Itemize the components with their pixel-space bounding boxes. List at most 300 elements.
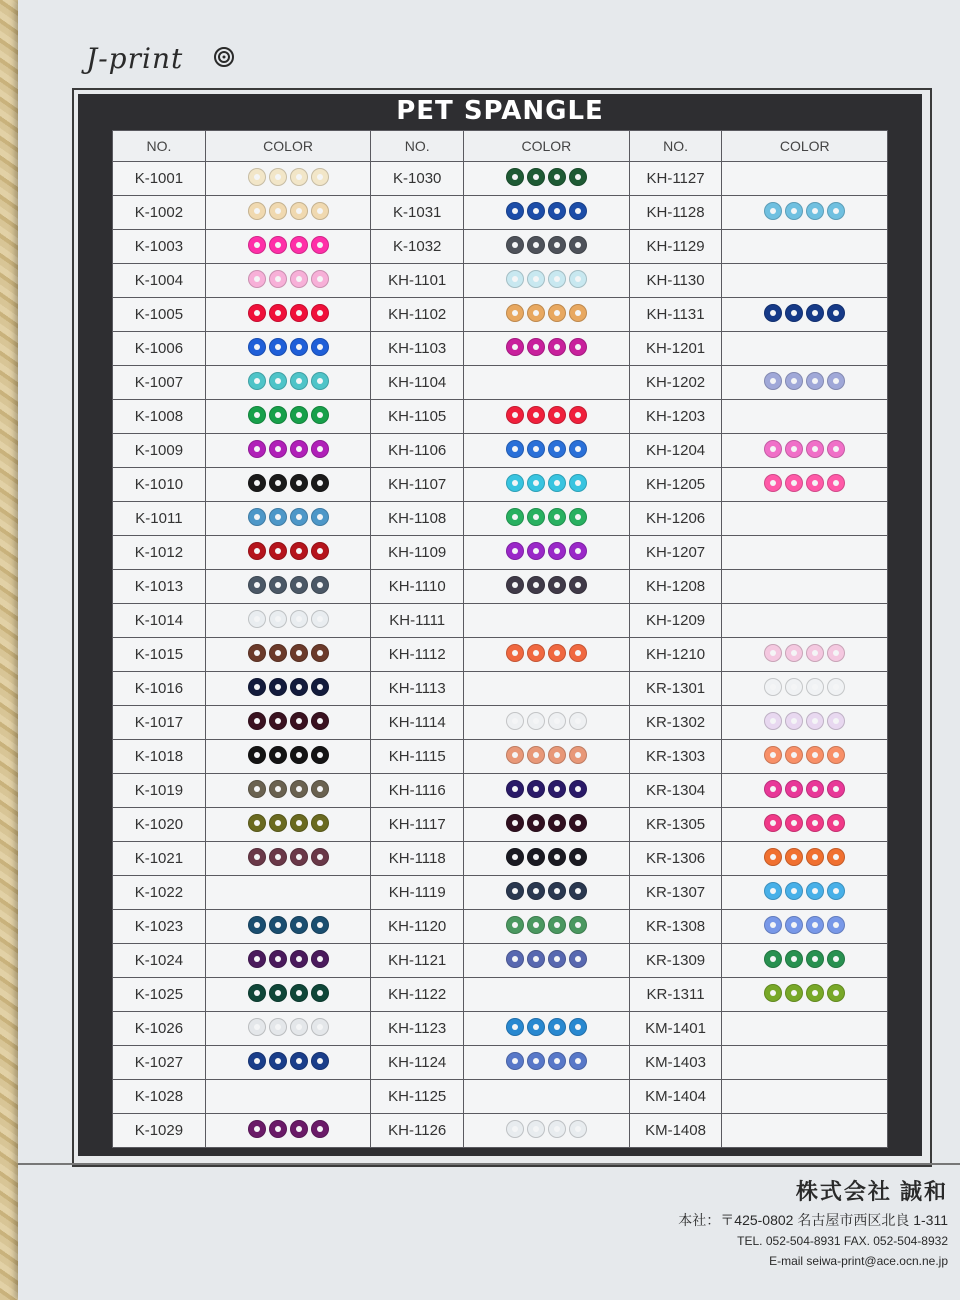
spangle-sample bbox=[506, 746, 587, 764]
sequin-icon bbox=[311, 610, 329, 628]
item-number: KH-1201 bbox=[629, 332, 722, 366]
sequin-icon bbox=[290, 814, 308, 832]
page-title: PET SPANGLE bbox=[396, 96, 604, 126]
spangle-sample bbox=[506, 712, 587, 730]
sequin-icon bbox=[290, 474, 308, 492]
sequin-icon bbox=[269, 1120, 287, 1138]
color-swatch-cell bbox=[464, 264, 629, 298]
item-number: KH-1111 bbox=[371, 604, 464, 638]
item-number: K-1032 bbox=[371, 230, 464, 264]
sequin-icon bbox=[311, 678, 329, 696]
sequin-icon bbox=[248, 780, 266, 798]
sequin-icon bbox=[764, 848, 782, 866]
sequin-icon bbox=[506, 1120, 524, 1138]
color-swatch-cell bbox=[464, 740, 629, 774]
spangle-sample bbox=[506, 508, 587, 526]
sequin-icon bbox=[527, 576, 545, 594]
sequin-icon bbox=[569, 202, 587, 220]
sequin-icon bbox=[527, 542, 545, 560]
spangle-sample bbox=[248, 440, 329, 458]
color-swatch-cell bbox=[464, 1114, 629, 1148]
sequin-icon bbox=[269, 780, 287, 798]
sequin-icon bbox=[290, 1120, 308, 1138]
color-swatch-cell bbox=[205, 298, 370, 332]
sequin-icon bbox=[506, 780, 524, 798]
sequin-icon bbox=[527, 508, 545, 526]
item-number: K-1003 bbox=[113, 230, 206, 264]
sequin-icon bbox=[269, 440, 287, 458]
item-number: KH-1115 bbox=[371, 740, 464, 774]
sequin-icon bbox=[311, 508, 329, 526]
item-number: K-1013 bbox=[113, 570, 206, 604]
item-number: KH-1114 bbox=[371, 706, 464, 740]
table-row bbox=[113, 298, 888, 332]
spangle-sample bbox=[248, 474, 329, 492]
sequin-icon bbox=[311, 712, 329, 730]
table-row bbox=[113, 774, 888, 808]
sequin-icon bbox=[506, 916, 524, 934]
color-swatch-cell bbox=[722, 230, 888, 264]
sequin-icon bbox=[506, 270, 524, 288]
table-row bbox=[113, 740, 888, 774]
table-row bbox=[113, 264, 888, 298]
item-number: KH-1101 bbox=[371, 264, 464, 298]
spangle-sample bbox=[506, 1018, 587, 1036]
company-address: 本社：〒425-0802 名古屋市西区北良 1-311 bbox=[678, 1212, 948, 1228]
sequin-icon bbox=[269, 814, 287, 832]
sequin-icon bbox=[506, 644, 524, 662]
sequin-icon bbox=[785, 372, 803, 390]
sequin-icon bbox=[311, 304, 329, 322]
color-swatch-cell bbox=[205, 910, 370, 944]
sequin-icon bbox=[764, 916, 782, 934]
sequin-icon bbox=[269, 678, 287, 696]
spangle-sample bbox=[506, 1052, 587, 1070]
color-swatch-cell bbox=[722, 876, 888, 910]
spangle-sample bbox=[764, 780, 845, 798]
color-swatch-cell bbox=[464, 366, 629, 400]
sequin-icon bbox=[248, 712, 266, 730]
item-number: KH-1106 bbox=[371, 434, 464, 468]
sequin-icon bbox=[569, 1018, 587, 1036]
color-swatch-cell bbox=[205, 774, 370, 808]
sequin-icon bbox=[527, 338, 545, 356]
sequin-icon bbox=[290, 576, 308, 594]
sequin-icon bbox=[827, 814, 845, 832]
sequin-icon bbox=[269, 372, 287, 390]
sequin-icon bbox=[248, 1052, 266, 1070]
sequin-icon bbox=[569, 474, 587, 492]
sequin-icon bbox=[290, 338, 308, 356]
color-swatch-cell bbox=[464, 434, 629, 468]
color-swatch-cell bbox=[464, 910, 629, 944]
table-row bbox=[113, 400, 888, 434]
sequin-icon bbox=[527, 644, 545, 662]
sequin-icon bbox=[248, 576, 266, 594]
color-swatch-cell bbox=[722, 774, 888, 808]
sequin-icon bbox=[827, 916, 845, 934]
item-number: KH-1209 bbox=[629, 604, 722, 638]
sequin-icon bbox=[548, 440, 566, 458]
sequin-icon bbox=[269, 644, 287, 662]
color-swatch-cell bbox=[464, 774, 629, 808]
sequin-icon bbox=[311, 746, 329, 764]
sequin-icon bbox=[827, 882, 845, 900]
sequin-icon bbox=[827, 678, 845, 696]
color-swatch-cell bbox=[464, 706, 629, 740]
sequin-icon bbox=[569, 406, 587, 424]
item-number: K-1028 bbox=[113, 1080, 206, 1114]
sequin-icon bbox=[269, 508, 287, 526]
sequin-icon bbox=[311, 1120, 329, 1138]
item-number: KH-1203 bbox=[629, 400, 722, 434]
sequin-icon bbox=[764, 814, 782, 832]
table-row bbox=[113, 230, 888, 264]
spangle-sample bbox=[506, 1120, 587, 1138]
color-swatch-cell bbox=[205, 230, 370, 264]
sequin-icon bbox=[269, 712, 287, 730]
sequin-icon bbox=[827, 950, 845, 968]
color-swatch-cell bbox=[464, 196, 629, 230]
item-number: K-1031 bbox=[371, 196, 464, 230]
company-phone: TEL. 052-504-8931 FAX. 052-504-8932 bbox=[737, 1234, 948, 1248]
item-number: KM-1404 bbox=[629, 1080, 722, 1114]
sequin-icon bbox=[269, 746, 287, 764]
spangle-sample bbox=[248, 168, 329, 186]
sequin-icon bbox=[506, 542, 524, 560]
spangle-sample bbox=[248, 814, 329, 832]
item-number: KH-1207 bbox=[629, 536, 722, 570]
sequin-icon bbox=[290, 202, 308, 220]
sequin-icon bbox=[290, 916, 308, 934]
sequin-icon bbox=[248, 508, 266, 526]
sequin-icon bbox=[311, 542, 329, 560]
item-number: KH-1113 bbox=[371, 672, 464, 706]
sequin-icon bbox=[569, 644, 587, 662]
sample-card bbox=[18, 0, 960, 1300]
sequin-icon bbox=[269, 168, 287, 186]
sequin-icon bbox=[311, 202, 329, 220]
item-number: KH-1123 bbox=[371, 1012, 464, 1046]
item-number: KH-1124 bbox=[371, 1046, 464, 1080]
sequin-icon bbox=[764, 474, 782, 492]
sequin-icon bbox=[806, 678, 824, 696]
item-number: KH-1127 bbox=[629, 162, 722, 196]
sequin-icon bbox=[764, 372, 782, 390]
sequin-icon bbox=[290, 678, 308, 696]
sequin-icon bbox=[806, 916, 824, 934]
color-swatch-cell bbox=[722, 1114, 888, 1148]
table-row bbox=[113, 978, 888, 1012]
item-number: KH-1112 bbox=[371, 638, 464, 672]
color-swatch-cell bbox=[722, 298, 888, 332]
sequin-icon bbox=[248, 644, 266, 662]
item-number: K-1010 bbox=[113, 468, 206, 502]
sequin-icon bbox=[269, 202, 287, 220]
item-number: KH-1122 bbox=[371, 978, 464, 1012]
sequin-icon bbox=[269, 270, 287, 288]
color-swatch-cell bbox=[722, 536, 888, 570]
sequin-icon bbox=[506, 746, 524, 764]
item-number: KH-1206 bbox=[629, 502, 722, 536]
sequin-icon bbox=[527, 882, 545, 900]
sequin-icon bbox=[527, 814, 545, 832]
color-swatch-cell bbox=[722, 468, 888, 502]
sequin-icon bbox=[311, 474, 329, 492]
table-row bbox=[113, 434, 888, 468]
item-number: KR-1309 bbox=[629, 944, 722, 978]
sequin-icon bbox=[506, 440, 524, 458]
sequin-icon bbox=[506, 304, 524, 322]
spangle-sample bbox=[764, 746, 845, 764]
sequin-icon bbox=[806, 440, 824, 458]
item-number: K-1004 bbox=[113, 264, 206, 298]
color-swatch-cell bbox=[464, 332, 629, 366]
sequin-icon bbox=[311, 848, 329, 866]
sequin-icon bbox=[527, 406, 545, 424]
sequin-icon bbox=[827, 440, 845, 458]
item-number: K-1017 bbox=[113, 706, 206, 740]
sequin-icon bbox=[506, 950, 524, 968]
item-number: KH-1104 bbox=[371, 366, 464, 400]
sequin-icon bbox=[806, 848, 824, 866]
color-swatch-cell bbox=[722, 910, 888, 944]
sequin-icon bbox=[290, 304, 308, 322]
color-swatch-cell bbox=[722, 400, 888, 434]
sequin-icon bbox=[806, 746, 824, 764]
sequin-icon bbox=[269, 610, 287, 628]
sequin-icon bbox=[548, 848, 566, 866]
color-swatch-cell bbox=[464, 162, 629, 196]
sequin-icon bbox=[548, 270, 566, 288]
sequin-icon bbox=[806, 950, 824, 968]
sequin-icon bbox=[764, 644, 782, 662]
sequin-icon bbox=[569, 1120, 587, 1138]
item-number: KH-1125 bbox=[371, 1080, 464, 1114]
color-swatch-cell bbox=[722, 1046, 888, 1080]
spangle-sample bbox=[248, 780, 329, 798]
sequin-icon bbox=[827, 372, 845, 390]
sequin-icon bbox=[506, 712, 524, 730]
sequin-icon bbox=[569, 542, 587, 560]
sequin-icon bbox=[248, 406, 266, 424]
sequin-icon bbox=[506, 576, 524, 594]
table-row bbox=[113, 638, 888, 672]
color-swatch-cell bbox=[205, 264, 370, 298]
sequin-icon bbox=[569, 1052, 587, 1070]
sequin-icon bbox=[548, 814, 566, 832]
item-number: KR-1302 bbox=[629, 706, 722, 740]
spangle-sample bbox=[506, 168, 587, 186]
sequin-icon bbox=[269, 542, 287, 560]
item-number: KH-1118 bbox=[371, 842, 464, 876]
sequin-icon bbox=[827, 746, 845, 764]
spangle-sample bbox=[248, 916, 329, 934]
sequin-icon bbox=[527, 916, 545, 934]
item-number: KH-1202 bbox=[629, 366, 722, 400]
item-number: KH-1110 bbox=[371, 570, 464, 604]
sequin-icon bbox=[311, 338, 329, 356]
item-number: KH-1108 bbox=[371, 502, 464, 536]
sequin-icon bbox=[290, 236, 308, 254]
color-swatch-cell bbox=[205, 876, 370, 910]
item-number: KR-1305 bbox=[629, 808, 722, 842]
color-swatch-cell bbox=[722, 434, 888, 468]
sequin-icon bbox=[248, 678, 266, 696]
item-number: KH-1204 bbox=[629, 434, 722, 468]
table-row bbox=[113, 1114, 888, 1148]
header-no: NO. bbox=[113, 131, 206, 162]
item-number: K-1019 bbox=[113, 774, 206, 808]
sequin-icon bbox=[548, 236, 566, 254]
sequin-icon bbox=[827, 202, 845, 220]
color-swatch-cell bbox=[722, 978, 888, 1012]
color-swatch-cell bbox=[205, 332, 370, 366]
sequin-icon bbox=[785, 950, 803, 968]
table-row bbox=[113, 570, 888, 604]
item-number: K-1030 bbox=[371, 162, 464, 196]
sequin-icon bbox=[806, 202, 824, 220]
sequin-icon bbox=[527, 236, 545, 254]
sequin-icon bbox=[548, 474, 566, 492]
spangle-sample bbox=[248, 202, 329, 220]
sequin-icon bbox=[527, 440, 545, 458]
color-swatch-cell bbox=[464, 978, 629, 1012]
color-swatch-cell bbox=[464, 536, 629, 570]
company-footer bbox=[678, 1175, 948, 1268]
sequin-icon bbox=[785, 202, 803, 220]
item-number: K-1015 bbox=[113, 638, 206, 672]
item-number: KH-1129 bbox=[629, 230, 722, 264]
sequin-icon bbox=[527, 780, 545, 798]
sequin-icon bbox=[269, 406, 287, 424]
sequin-icon bbox=[290, 712, 308, 730]
sequin-icon bbox=[548, 1120, 566, 1138]
sequin-icon bbox=[248, 304, 266, 322]
item-number: K-1029 bbox=[113, 1114, 206, 1148]
color-swatch-cell bbox=[464, 468, 629, 502]
sequin-icon bbox=[311, 1018, 329, 1036]
company-email: E-mail seiwa-print@ace.ocn.ne.jp bbox=[769, 1254, 948, 1268]
sequin-icon bbox=[527, 168, 545, 186]
sequin-icon bbox=[785, 984, 803, 1002]
sequin-icon bbox=[290, 984, 308, 1002]
color-swatch-cell bbox=[722, 706, 888, 740]
spangle-sample bbox=[506, 576, 587, 594]
sequin-icon bbox=[548, 780, 566, 798]
item-number: K-1018 bbox=[113, 740, 206, 774]
item-number: KH-1208 bbox=[629, 570, 722, 604]
spangle-sample bbox=[248, 746, 329, 764]
sequin-icon bbox=[569, 882, 587, 900]
sequin-icon bbox=[527, 202, 545, 220]
color-swatch-cell bbox=[205, 1080, 370, 1114]
color-swatch-cell bbox=[205, 502, 370, 536]
sequin-icon bbox=[248, 746, 266, 764]
sequin-icon bbox=[248, 338, 266, 356]
table-row bbox=[113, 1080, 888, 1114]
item-number: KR-1301 bbox=[629, 672, 722, 706]
spangle-sample bbox=[248, 1018, 329, 1036]
swirl-icon bbox=[213, 46, 235, 68]
color-swatch-cell bbox=[464, 1012, 629, 1046]
spangle-sample bbox=[248, 508, 329, 526]
color-swatch-cell bbox=[722, 604, 888, 638]
sequin-icon bbox=[764, 304, 782, 322]
sequin-icon bbox=[548, 916, 566, 934]
sequin-icon bbox=[506, 848, 524, 866]
table-row bbox=[113, 332, 888, 366]
spangle-sample bbox=[248, 270, 329, 288]
sequin-icon bbox=[290, 508, 308, 526]
sequin-icon bbox=[527, 474, 545, 492]
spangle-sample bbox=[248, 950, 329, 968]
color-swatch-cell bbox=[464, 1046, 629, 1080]
sequin-icon bbox=[311, 236, 329, 254]
sequin-icon bbox=[290, 1052, 308, 1070]
item-number: K-1024 bbox=[113, 944, 206, 978]
spangle-table bbox=[112, 130, 888, 1148]
table-row bbox=[113, 502, 888, 536]
spangle-sample bbox=[764, 678, 845, 696]
sequin-icon bbox=[290, 780, 308, 798]
sequin-icon bbox=[764, 712, 782, 730]
item-number: K-1007 bbox=[113, 366, 206, 400]
sequin-icon bbox=[506, 474, 524, 492]
sequin-icon bbox=[569, 916, 587, 934]
sequin-icon bbox=[290, 542, 308, 560]
color-swatch-cell bbox=[464, 400, 629, 434]
header-color: COLOR bbox=[722, 131, 888, 162]
sequin-icon bbox=[290, 168, 308, 186]
sequin-icon bbox=[248, 1018, 266, 1036]
spangle-sample bbox=[764, 304, 845, 322]
sequin-icon bbox=[785, 678, 803, 696]
spangle-sample bbox=[506, 338, 587, 356]
sequin-icon bbox=[506, 168, 524, 186]
sequin-icon bbox=[827, 644, 845, 662]
table-row bbox=[113, 944, 888, 978]
item-number: KR-1311 bbox=[629, 978, 722, 1012]
color-swatch-cell bbox=[722, 502, 888, 536]
item-number: KH-1130 bbox=[629, 264, 722, 298]
spangle-sample bbox=[764, 202, 845, 220]
sequin-icon bbox=[569, 304, 587, 322]
sequin-icon bbox=[785, 712, 803, 730]
sequin-icon bbox=[827, 474, 845, 492]
sequin-icon bbox=[764, 746, 782, 764]
sequin-icon bbox=[248, 542, 266, 560]
color-swatch-cell bbox=[722, 1012, 888, 1046]
spangle-sample bbox=[248, 576, 329, 594]
sequin-icon bbox=[527, 746, 545, 764]
sequin-icon bbox=[569, 508, 587, 526]
spangle-sample bbox=[764, 372, 845, 390]
sequin-icon bbox=[248, 202, 266, 220]
sequin-icon bbox=[290, 644, 308, 662]
table-row bbox=[113, 536, 888, 570]
sequin-icon bbox=[269, 236, 287, 254]
sequin-icon bbox=[311, 950, 329, 968]
spangle-sample bbox=[248, 406, 329, 424]
spangle-sample bbox=[764, 950, 845, 968]
item-number: K-1026 bbox=[113, 1012, 206, 1046]
sequin-icon bbox=[827, 304, 845, 322]
sequin-icon bbox=[548, 712, 566, 730]
sequin-icon bbox=[548, 950, 566, 968]
sequin-icon bbox=[290, 1018, 308, 1036]
spangle-sample bbox=[764, 644, 845, 662]
